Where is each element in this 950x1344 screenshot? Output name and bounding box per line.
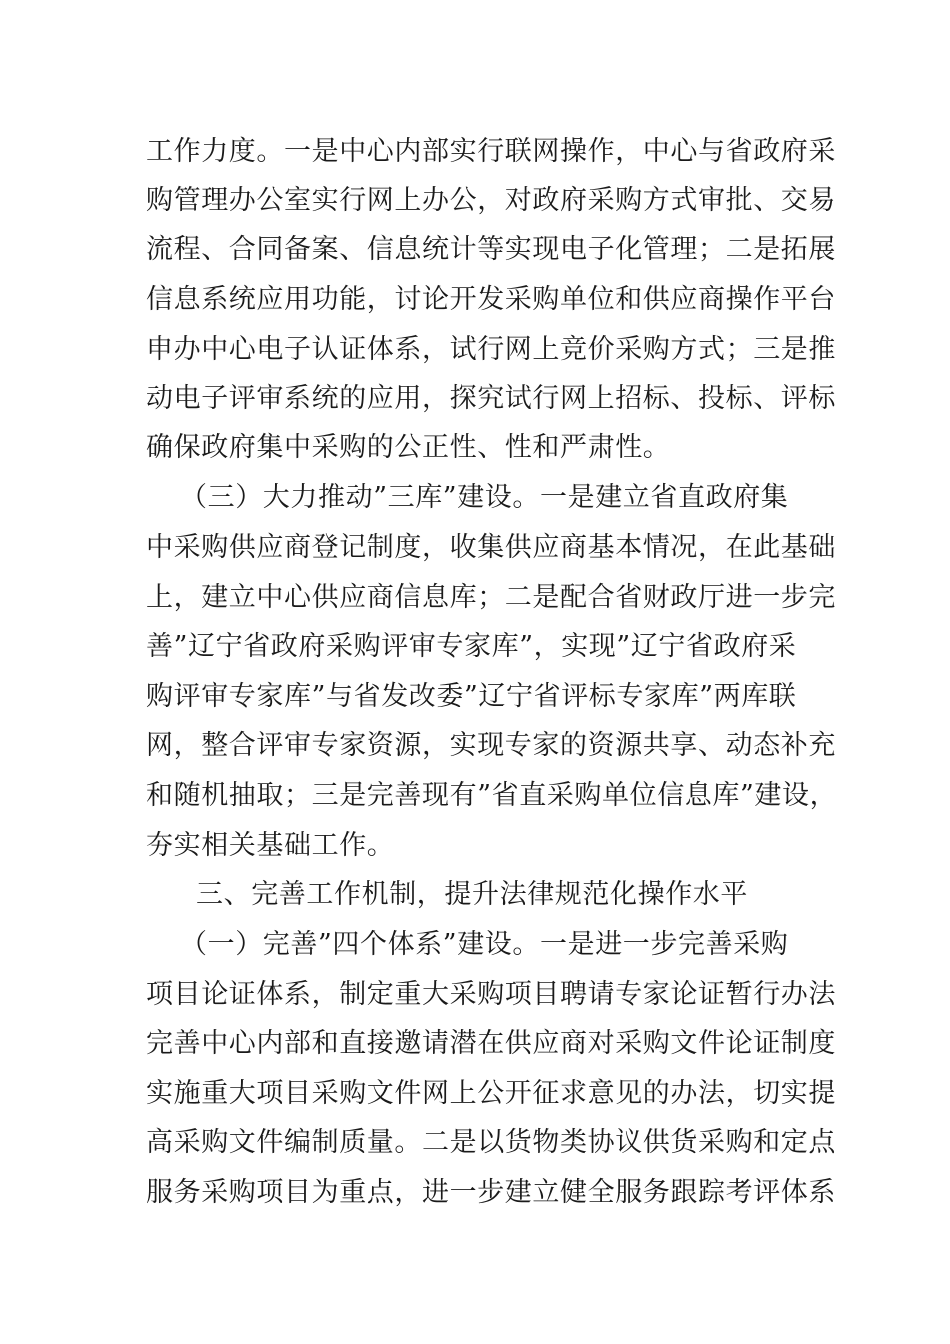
paragraph-heading-line: （一）完善”四个体系”建设。一是进一步完善采购 [180,929,789,960]
text-line: 购评审专家库”与省发改委”辽宁省评标专家库”两库联 [146,681,797,712]
text-line: 信息系统应用功能，讨论开发采购单位和供应商操作平台 [146,284,836,315]
text-line: 申办中心电子认证体系，试行网上竞价采购方式；三是推 [146,334,836,365]
text-line: 中采购供应商登记制度，收集供应商基本情况，在此基础 [146,532,836,563]
text-line: 流程、合同备案、信息统计等实现电子化管理；二是拓展 [146,234,836,265]
text-line: 确保政府集中采购的公正性、性和严肃性。 [146,432,671,463]
text-line: 动电子评审系统的应用，探究试行网上招标、投标、评标 [146,383,836,414]
text-line: 和随机抽取；三是完善现有”省直采购单位信息库”建设， [146,780,838,811]
text-line: 服务采购项目为重点，进一步建立健全服务跟踪考评体系 [146,1177,836,1208]
text-line: 实施重大项目采购文件网上公开征求意见的办法，切实提 [146,1078,836,1109]
text-line: 网，整合评审专家资源，实现专家的资源共享、动态补充 [146,730,836,761]
text-line: 夯实相关基础工作。 [146,830,395,861]
paragraph-heading-line: （三）大力推动”三库”建设。一是建立省直政府集 [180,482,789,513]
text-line: 善”辽宁省政府采购评审专家库”，实现”辽宁省政府采 [146,631,797,662]
text-line: 工作力度。一是中心内部实行联网操作，中心与省政府采 [146,136,836,167]
text-line: 完善中心内部和直接邀请潜在供应商对采购文件论证制度 [146,1028,836,1059]
text-line: 购管理办公室实行网上办公，对政府采购方式审批、交易 [146,185,836,216]
section-heading: 三、完善工作机制，提升法律规范化操作水平 [196,879,748,910]
text-line: 项目论证体系，制定重大采购项目聘请专家论证暂行办法 [146,979,836,1010]
text-line: 高采购文件编制质量。二是以货物类协议供货采购和定点 [146,1127,836,1158]
text-line: 上，建立中心供应商信息库；二是配合省财政厅进一步完 [146,582,836,613]
